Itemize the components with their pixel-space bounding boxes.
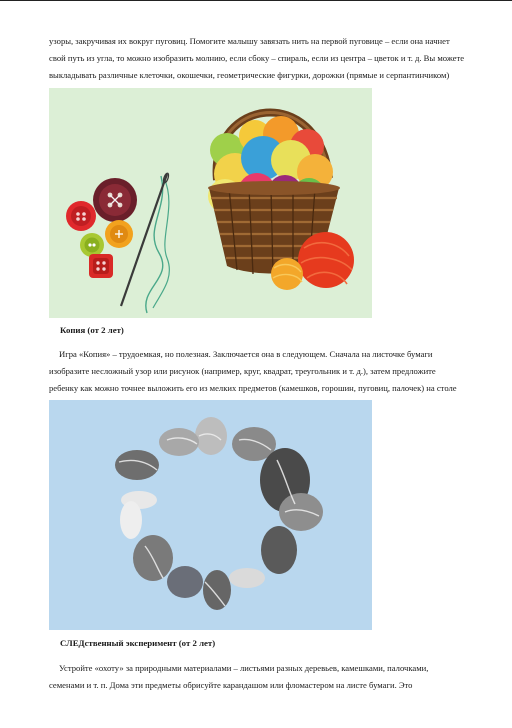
- paragraph-kopiya: Игра «Копия» – трудоемкая, но полезная. Заключается она в следующем. Сначала на листочке бумаги изобразите несложный узор или рисунок (например, круг, квадрат, треугольник и т. д.), затем предложите ребенку как можно точнее выложить его из мелких предметов (камешков, горошин, пуговиц, палочек) на столе: [49, 349, 457, 393]
- heading-kopiya: Копия (от 2 лет): [60, 325, 124, 335]
- stone-ring: [115, 417, 323, 610]
- paragraph-sled: Устройте «охоту» за природными материалами – листьями разных деревьев, камешками, палочками, семенами и т. п. Дома эти предметы обрисуйте карандашом или фломастером на листе бумаги. Это: [49, 663, 429, 690]
- paragraph-intro: узоры, закручивая их вокруг пуговиц. Помогите малышу завязать нить на первой пуговице – если она начнет свой путь из угла, то можно изобразить молнию, если сбоку – спираль, если из центра – цветок и т. д. Вы можете выкладывать различные клеточки, окошечки, геометрические фигурки, дорожки (прямые и серпантинчиком): [49, 36, 465, 80]
- button-green: [80, 233, 104, 257]
- yarn-ball-red: [298, 232, 354, 288]
- button-dark-red: [93, 178, 137, 222]
- button-orange: [105, 220, 133, 248]
- page-top-rule: [0, 0, 512, 1]
- illustration-stone-circle: [49, 400, 372, 630]
- heading-sled: СЛЕДственный эксперимент (от 2 лет): [60, 638, 216, 648]
- button-red-left: [66, 201, 96, 231]
- illustration-buttons-and-yarn: [49, 88, 372, 318]
- button-red-square: [89, 254, 113, 278]
- yarn-ball-orange: [271, 258, 303, 290]
